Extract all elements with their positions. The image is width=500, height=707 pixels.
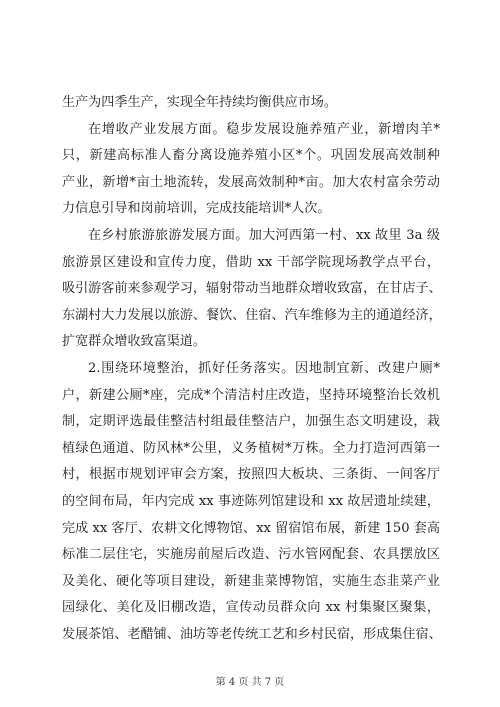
text-line: 在乡村旅游旅游发展方面。加大河西第一村、xx 故里 3a 级 [88,227,440,243]
text-line: 园绿化、美化及旧棚改造，宣传动员群众向 xx 村集聚区聚集， [62,600,440,616]
text-line: 植绿色通道、防风林*公里，义务植树*万株。全力打造河西第一 [62,440,440,456]
text-line: 东湖村大力发展以旅游、餐饮、住宿、汽车维修为主的通道经济， [62,307,442,323]
text-line: 2.围绕环境整治，抓好任务落实。因地制宜新、改建户厕* [88,360,440,376]
text-line: 只，新建高标准人畜分离设施养殖小区*个。巩固发展高效制种 [62,148,440,164]
text-line: 标准二层住宅，实施房前屋后改造、污水管网配套、农具摆放区 [62,547,440,563]
text-line: 力信息引导和岗前培训，完成技能培训*人次。 [62,201,331,217]
text-line: 生产为四季生产，实现全年持续均衡供应市场。 [62,95,337,110]
text-line: 村，根据市规划评审会方案，按照四大板块、三条街、一间客厅 [62,467,440,483]
text-line: 旅游景区建设和宣传力度，借助 xx 干部学院现场教学点平台， [62,254,440,270]
text-line: 及美化、硬化等项目建设，新建韭菜博物馆，实施生态韭菜产业 [62,573,440,589]
text-line: 发展茶馆、老醋铺、油坊等老传统工艺和乡村民宿，形成集住宿、 [62,626,442,642]
text-line: 的空间布局，年内完成 xx 事迹陈列馆建设和 xx 故居遗址续建， [62,493,440,509]
text-line: 制，定期评选最佳整洁村组最佳整洁户，加强生态文明建设，栽 [62,414,440,430]
text-line: 吸引游客前来参观学习，辐射带动当地群众增收致富，在甘店子、 [62,281,442,297]
text-line: 产业，新增*亩土地流转，发展高效制种*亩。加大农村富余劳动 [62,174,440,190]
text-line: 在增收产业发展方面。稳步发展设施养殖产业，新增肉羊* [88,121,440,137]
text-line: 户，新建公厕*座，完成*个清洁村庄改造，坚持环境整治长效机 [62,387,440,403]
page-number-footer: 第 4 页 共 7 页 [215,677,285,688]
text-line: 扩宽群众增收致富渠道。 [62,334,207,350]
text-line: 完成 xx 客厅、农耕文化博物馆、xx 留宿馆布展，新建 150 套高 [62,520,440,536]
document-body [62,90,440,648]
